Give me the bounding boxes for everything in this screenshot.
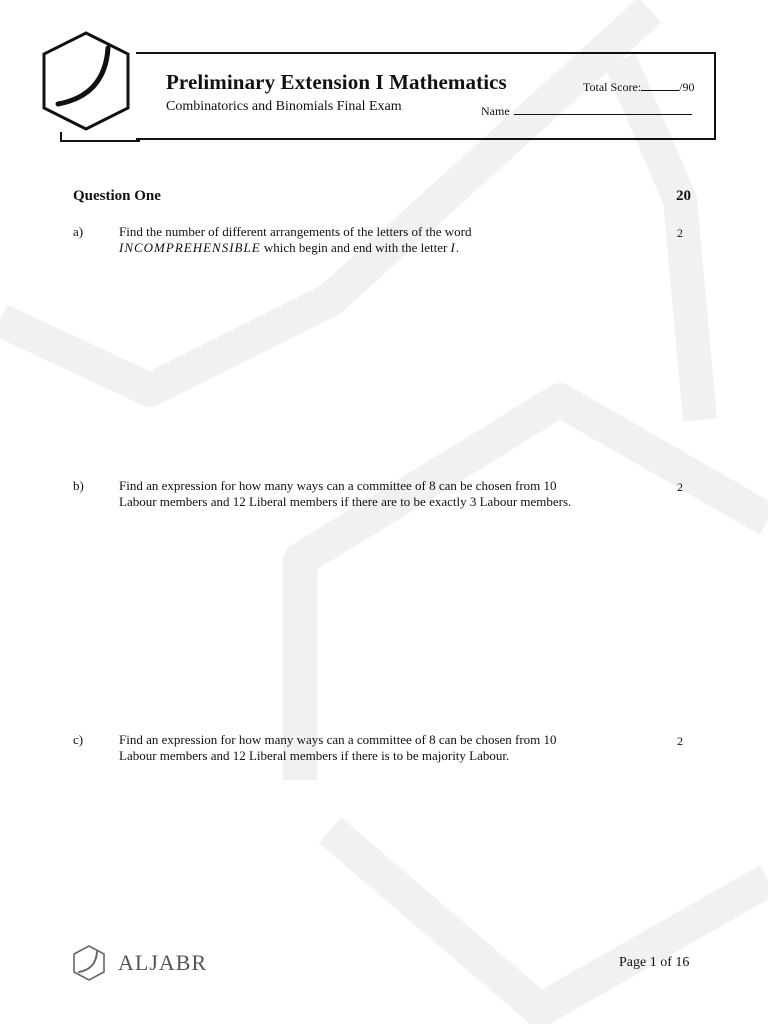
part-b-marks: 2 xyxy=(677,480,683,494)
part-b-line2: Labour members and 12 Liberal members if there are to be exactly 3 Labour members. xyxy=(119,494,572,509)
aljabr-footer-logo-icon xyxy=(71,944,107,982)
part-a-label: a) xyxy=(73,224,84,239)
page-number: Page 1 of 16 xyxy=(619,955,690,970)
part-a-line2: which begin and end with the letter xyxy=(260,240,451,255)
part-a-text xyxy=(119,224,659,256)
part-a-end: . xyxy=(455,240,460,255)
part-c-text xyxy=(119,732,659,764)
part-c-line2: Labour members and 12 Liberal members if there is to be majority Labour. xyxy=(119,748,510,763)
part-c-line1: Find an expression for how many ways can a committee of 8 can be chosen from 10 xyxy=(119,732,557,747)
part-c-label: c) xyxy=(73,732,84,747)
header-bracket xyxy=(60,132,140,142)
aljabr-hexagon-logo xyxy=(36,30,136,132)
name-blank[interactable] xyxy=(514,106,692,115)
part-a-word: INCOMPREHENSIBLE xyxy=(119,240,261,255)
total-score xyxy=(583,80,695,95)
score-blank[interactable] xyxy=(641,82,679,91)
part-b-text xyxy=(119,478,659,510)
name-field xyxy=(481,104,692,119)
exam-title: Preliminary Extension I Mathematics xyxy=(166,70,507,94)
question-marks: 20 xyxy=(676,188,691,204)
part-a-letter: I xyxy=(450,240,456,255)
part-b-line1: Find an expression for how many ways can a committee of 8 can be chosen from 10 xyxy=(119,478,557,493)
question-heading: Question One xyxy=(73,188,161,204)
header-box xyxy=(136,52,716,140)
brand-name: ALJABR xyxy=(118,950,208,975)
part-b-label: b) xyxy=(73,478,84,493)
part-c-marks: 2 xyxy=(677,734,683,748)
score-label: Total Score: xyxy=(583,80,642,94)
score-total: /90 xyxy=(679,80,695,94)
name-label: Name xyxy=(481,104,510,118)
part-a-line1: Find the number of different arrangements of the letters of the word xyxy=(119,224,472,239)
exam-subtitle: Combinatorics and Binomials Final Exam xyxy=(166,99,402,114)
part-a-marks: 2 xyxy=(677,226,683,240)
